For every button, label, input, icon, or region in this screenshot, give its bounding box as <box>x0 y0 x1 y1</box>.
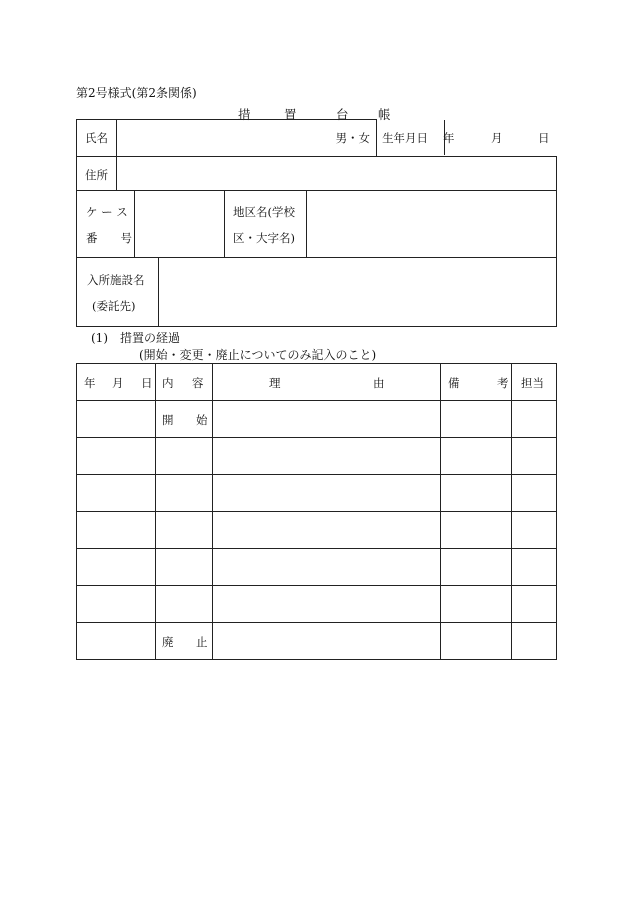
content-char-1: 開 <box>162 413 174 427</box>
date-cell[interactable] <box>77 512 156 549</box>
staff-cell[interactable] <box>512 512 557 549</box>
district-label-line2: 区・大字名) <box>233 230 295 245</box>
staff-cell[interactable] <box>512 401 557 438</box>
title-char: 帳 <box>378 107 391 122</box>
measure-history-table <box>76 363 557 660</box>
title-char: 台 <box>336 107 349 122</box>
header-content-2: 容 <box>192 376 204 390</box>
header-staff-label: 担当 <box>521 376 544 390</box>
date-cell[interactable] <box>77 475 156 512</box>
birth-year-label: 年 <box>443 131 455 145</box>
district-label-line1: 地区名(学校 <box>233 204 295 219</box>
header-year: 年 <box>84 376 96 390</box>
content-char-2: 始 <box>196 413 208 427</box>
table-row <box>77 401 557 438</box>
content-char-1: 廃 <box>162 635 174 649</box>
name-label-cell <box>77 120 117 157</box>
facility-label-line1: 入所施設名 <box>87 272 145 287</box>
name-field[interactable] <box>117 120 377 157</box>
header-staff <box>512 364 557 401</box>
remarks-cell[interactable] <box>441 549 512 586</box>
content-cell[interactable] <box>156 586 213 623</box>
staff-cell[interactable] <box>512 549 557 586</box>
facility-label-cell <box>77 257 159 326</box>
case-number-label-line2: 番 号 <box>86 230 132 245</box>
reason-cell[interactable] <box>213 438 441 475</box>
header-remarks-1: 備 <box>448 376 460 390</box>
staff-cell[interactable] <box>512 438 557 475</box>
header-content <box>156 364 213 401</box>
district-label-cell <box>225 190 307 257</box>
birth-month-label: 月 <box>491 131 503 145</box>
section-heading: (1) 措置の経過 <box>91 331 180 345</box>
content-cell[interactable] <box>156 623 213 660</box>
header-day: 日 <box>141 376 153 390</box>
sex-label: 男・女 <box>335 131 371 145</box>
table-row <box>77 438 557 475</box>
content-cell[interactable] <box>156 549 213 586</box>
reason-cell[interactable] <box>213 475 441 512</box>
title-char: 措 <box>238 107 251 122</box>
facility-label-line2: (委託先) <box>92 298 136 313</box>
address-field[interactable] <box>117 156 557 190</box>
content-cell[interactable] <box>156 512 213 549</box>
header-remarks <box>441 364 512 401</box>
reason-cell[interactable] <box>213 586 441 623</box>
header-reason-1: 理 <box>269 376 281 390</box>
reason-cell[interactable] <box>213 549 441 586</box>
form-number-label: 第2号様式(第2条関係) <box>76 86 197 100</box>
date-cell[interactable] <box>77 586 156 623</box>
table-row <box>77 549 557 586</box>
table-row <box>77 586 557 623</box>
header-remarks-2: 考 <box>497 376 509 390</box>
header-reason <box>213 364 441 401</box>
facility-field[interactable] <box>159 257 557 326</box>
reason-cell[interactable] <box>213 401 441 438</box>
reason-cell[interactable] <box>213 623 441 660</box>
case-number-field[interactable] <box>135 190 225 257</box>
date-cell[interactable] <box>77 438 156 475</box>
name-label: 氏名 <box>85 131 108 145</box>
table-row <box>77 623 557 660</box>
birth-day-label: 日 <box>538 131 550 145</box>
header-date <box>77 364 156 401</box>
content-cell[interactable] <box>156 475 213 512</box>
date-cell[interactable] <box>77 549 156 586</box>
header-content-1: 内 <box>162 376 174 390</box>
remarks-cell[interactable] <box>441 438 512 475</box>
remarks-cell[interactable] <box>441 401 512 438</box>
case-number-label-cell <box>77 190 135 257</box>
date-cell[interactable] <box>77 401 156 438</box>
staff-cell[interactable] <box>512 623 557 660</box>
content-cell[interactable] <box>156 401 213 438</box>
birthdate-label: 生年月日 <box>382 130 429 145</box>
birthdate-field[interactable] <box>376 119 557 155</box>
address-label-cell <box>77 156 117 190</box>
case-number-label-line1: ケ ー ス <box>86 204 128 219</box>
remarks-cell[interactable] <box>441 623 512 660</box>
content-cell[interactable] <box>156 438 213 475</box>
date-cell[interactable] <box>77 623 156 660</box>
table-row <box>77 475 557 512</box>
remarks-cell[interactable] <box>441 512 512 549</box>
remarks-cell[interactable] <box>441 475 512 512</box>
title-char: 置 <box>284 107 297 122</box>
staff-cell[interactable] <box>512 586 557 623</box>
remarks-cell[interactable] <box>441 586 512 623</box>
staff-cell[interactable] <box>512 475 557 512</box>
section-note: (開始・変更・廃止についてのみ記入のこと) <box>139 348 377 362</box>
table-row <box>77 512 557 549</box>
content-char-2: 止 <box>196 635 208 649</box>
reason-cell[interactable] <box>213 512 441 549</box>
district-field[interactable] <box>307 190 557 257</box>
header-reason-2: 由 <box>373 376 385 390</box>
header-month: 月 <box>112 376 124 390</box>
address-label: 住所 <box>85 167 108 182</box>
table-header-row <box>77 364 557 401</box>
